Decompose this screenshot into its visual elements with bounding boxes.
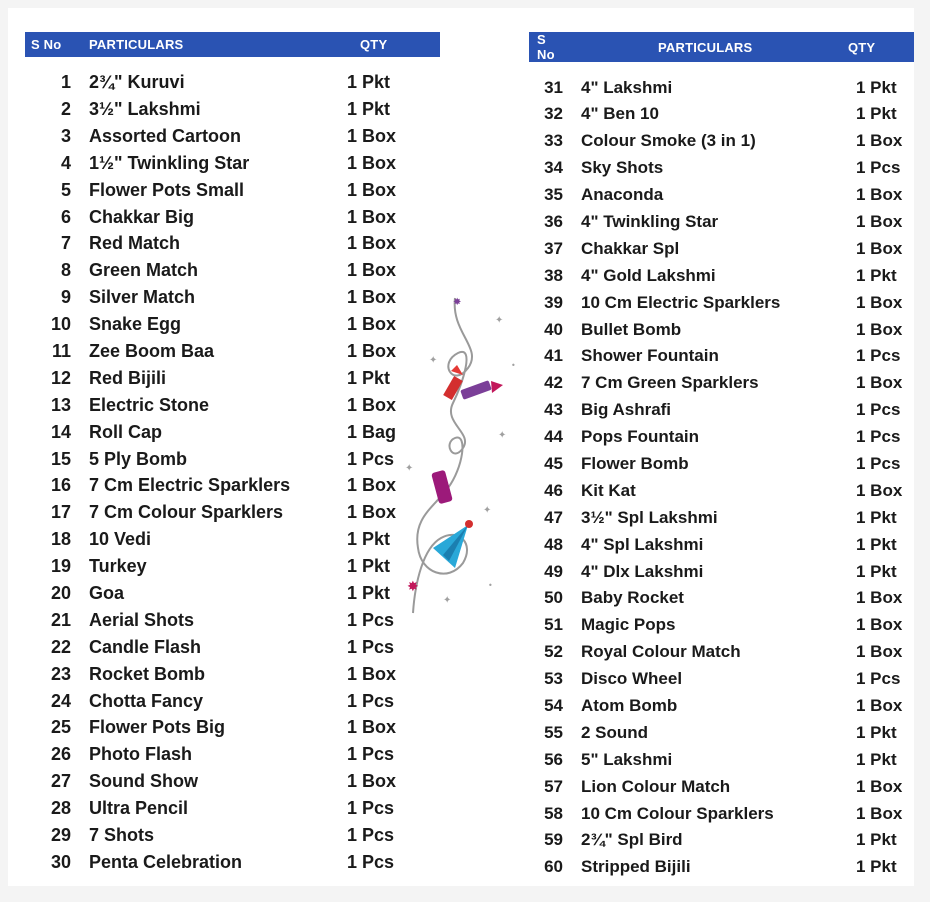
item-qty: 1 Pcs [347,851,395,872]
item-qty: 1 Pkt [855,534,897,554]
price-list-page [8,8,914,886]
item-sno: 58 [544,803,563,823]
table-row [529,612,914,639]
item-qty: 1 Pcs [347,798,395,819]
item-sno: 25 [50,717,71,738]
table-row [25,499,440,526]
item-name: Stripped Bijili [580,857,691,877]
table-row [25,338,440,365]
table-row [529,424,914,451]
table-row [529,746,914,773]
item-qty: 1 Box [855,238,903,258]
item-sno: 23 [50,663,71,684]
item-name: Snake Egg [89,314,182,335]
header-sno: S No [529,32,563,62]
table-row [25,688,440,715]
table-row [25,96,440,123]
item-name: Sky Shots [580,158,664,178]
item-sno: 59 [544,830,563,850]
item-name: 4" Spl Lakshmi [580,534,704,554]
item-qty: 1 Box [347,340,397,361]
item-qty: 1 Box [855,803,903,823]
item-qty: 1 Box [855,319,903,339]
item-name: Goa [89,582,125,603]
item-sno: 11 [51,340,71,361]
item-qty: 1 Box [855,373,903,393]
item-name: 4" Gold Lakshmi [580,265,716,285]
item-name: Chakkar Spl [580,238,680,258]
item-qty: 1 Pkt [855,722,897,742]
item-sno: 50 [544,588,563,608]
item-sno: 45 [544,454,563,474]
table-row [25,741,440,768]
svg-text:✦: ✦ [405,463,414,474]
item-qty: 1 Pkt [855,749,897,769]
item-qty: 1 Box [347,152,397,173]
item-sno: 9 [60,287,71,308]
item-sno: 48 [544,534,563,554]
item-qty: 1 Box [347,125,397,146]
item-name: Royal Colour Match [580,642,741,662]
item-sno: 44 [544,427,563,447]
item-qty: 1 Pkt [855,561,897,581]
svg-text:✦: ✦ [429,355,438,366]
table-row [25,768,440,795]
item-qty: 1 Box [347,314,397,335]
item-qty: 1 Pkt [855,507,897,527]
item-qty: 1 Pkt [347,529,391,550]
item-sno: 42 [544,373,563,393]
item-sno: 5 [60,179,71,200]
header-particulars: PARTICULARS [71,32,335,57]
item-name: Zee Boom Baa [89,340,215,361]
table-row [25,580,440,607]
item-qty: 1 Box [855,615,903,635]
table-row [25,553,440,580]
item-qty: 1 Box [855,588,903,608]
items-table-right [529,32,914,881]
table-row [25,284,440,311]
item-name: Atom Bomb [580,696,678,716]
item-qty: 1 Box [347,771,397,792]
table-header-row [529,32,914,62]
item-qty: 1 Pcs [855,346,901,366]
table-row [25,177,440,204]
item-sno: 22 [50,636,71,657]
svg-text:•: • [488,581,493,590]
item-qty: 1 Pkt [855,830,897,850]
item-qty: 1 Box [347,206,397,227]
item-sno: 27 [50,771,71,792]
item-sno: 15 [50,448,71,469]
item-name: Flower Pots Big [89,717,226,738]
table-header-row [25,32,440,57]
svg-text:✦: ✦ [443,595,452,606]
table-row [25,446,440,473]
item-name: 3½" Spl Lakshmi [580,507,718,527]
table-row [25,57,440,96]
item-qty: 1 Pcs [347,744,395,765]
item-qty: 1 Box [347,179,397,200]
item-sno: 47 [544,507,563,527]
item-name: Flower Pots Small [89,179,245,200]
item-name: 2¾" Kuruvi [89,72,185,92]
table-row [25,123,440,150]
item-name: 10 Cm Electric Sparklers [580,292,781,312]
table-row [25,311,440,338]
item-qty: 1 Box [855,642,903,662]
item-qty: 1 Box [855,696,903,716]
item-sno: 31 [544,77,563,97]
item-qty: 1 Pcs [347,636,395,657]
header-qty: QTY [335,32,440,57]
table-row [529,370,914,397]
item-name: 7 Cm Colour Sparklers [89,502,284,523]
rocket-icon [443,365,503,400]
items-list-right [529,62,914,881]
item-name: 7 Shots [89,824,155,845]
item-qty: 1 Pcs [347,609,395,630]
table-row [529,558,914,585]
item-name: 1½" Twinkling Star [89,152,250,173]
item-name: 4" Ben 10 [580,104,659,124]
item-qty: 1 Pcs [347,690,395,711]
item-qty: 1 Box [855,131,903,151]
item-sno: 1 [60,72,71,92]
item-name: 3½" Lakshmi [89,98,201,119]
item-name: Assorted Cartoon [89,125,242,146]
svg-text:✦: ✦ [498,430,507,441]
table-row [25,204,440,231]
item-qty: 1 Bag [347,421,397,442]
item-sno: 60 [544,857,563,877]
table-row [529,585,914,612]
item-sno: 46 [544,480,563,500]
table-row [529,504,914,531]
table-row [25,365,440,392]
item-qty: 1 Pcs [855,400,901,420]
item-qty: 1 Box [855,776,903,796]
table-row [25,257,440,284]
item-qty: 1 Box [347,475,397,496]
item-qty: 1 Pkt [347,98,391,119]
items-table-left [25,32,440,876]
item-sno: 54 [544,696,563,716]
table-row [529,397,914,424]
item-qty: 1 Pkt [855,265,897,285]
item-sno: 41 [544,346,563,366]
table-row [25,392,440,419]
item-sno: 4 [60,152,71,173]
item-qty: 1 Box [855,480,903,500]
item-name: Kit Kat [580,480,636,500]
item-sno: 13 [50,394,71,415]
table-row [25,150,440,177]
item-qty: 1 Pcs [855,427,901,447]
fireworks-decoration [393,293,528,623]
table-row [529,209,914,236]
item-sno: 19 [50,556,71,577]
table-row [529,800,914,827]
table-row [529,854,914,881]
item-qty: 1 Pcs [855,158,901,178]
table-row [529,531,914,558]
item-sno: 26 [50,744,71,765]
item-sno: 17 [50,502,71,523]
item-name: Rocket Bomb [89,663,206,684]
items-list-left [25,57,440,876]
item-qty: 1 Pkt [347,582,391,603]
item-qty: 1 Pkt [855,77,897,97]
item-qty: 1 Pkt [347,556,391,577]
item-name: Bullet Bomb [580,319,682,339]
svg-text:✸: ✸ [407,579,419,595]
item-name: Photo Flash [89,744,192,765]
header-sno: S No [25,32,71,57]
table-row [529,262,914,289]
item-qty: 1 Box [347,260,397,281]
header-particulars: PARTICULARS [563,32,816,62]
item-name: 2 Sound [580,722,649,742]
item-sno: 30 [50,851,71,872]
item-sno: 49 [544,561,563,581]
item-name: 5 Ply Bomb [89,448,188,469]
item-sno: 53 [544,669,563,689]
table-row [25,822,440,849]
item-name: Shower Fountain [580,346,719,366]
item-name: 4" Dlx Lakshmi [580,561,704,581]
table-row [529,343,914,370]
item-qty: 1 Box [855,292,903,312]
item-qty: 1 Pcs [855,669,901,689]
item-qty: 1 Pcs [347,824,395,845]
table-row [529,235,914,262]
item-name: Roll Cap [89,421,163,442]
item-name: Sound Show [89,771,198,792]
svg-text:✦: ✦ [483,505,492,516]
table-row [529,693,914,720]
item-sno: 57 [544,776,563,796]
item-sno: 33 [544,131,563,151]
item-name: Lion Colour Match [580,776,731,796]
item-name: 4" Twinkling Star [580,212,719,231]
table-row [25,634,440,661]
item-sno: 37 [544,238,563,258]
item-qty: 1 Pkt [347,72,391,92]
svg-text:•: • [511,361,516,370]
item-sno: 8 [60,260,71,281]
item-name: Candle Flash [89,636,202,657]
table-row [529,62,914,101]
item-sno: 10 [50,314,71,335]
item-sno: 35 [544,185,563,205]
item-sno: 28 [50,798,71,819]
table-row [529,477,914,504]
header-qty: QTY [816,32,914,62]
table-row [25,714,440,741]
item-name: 7 Cm Electric Sparklers [89,475,291,496]
item-name: Ultra Pencil [89,798,189,819]
item-name: Pops Fountain [580,427,700,447]
table-row [25,230,440,257]
item-name: Red Match [89,233,181,254]
item-name: Silver Match [89,287,196,308]
item-name: Magic Pops [580,615,676,635]
item-sno: 20 [50,582,71,603]
table-row [25,607,440,634]
item-name: Turkey [89,556,147,577]
item-sno: 40 [544,319,563,339]
item-sno: 18 [50,529,71,550]
item-name: Red Bijili [89,367,167,388]
swirl-line [413,298,472,613]
item-sno: 36 [544,212,563,231]
item-name: Chotta Fancy [89,690,204,711]
item-name: 7 Cm Green Sparklers [580,373,759,393]
item-name: Electric Stone [89,394,210,415]
item-qty: 1 Box [347,502,397,523]
item-qty: 1 Pkt [855,104,897,124]
table-row [529,316,914,343]
item-qty: 1 Box [347,663,397,684]
item-sno: 12 [50,367,71,388]
item-sno: 39 [544,292,563,312]
svg-text:✦: ✦ [495,315,504,326]
item-name: Disco Wheel [580,669,683,689]
item-name: Chakkar Big [89,206,195,227]
item-qty: 1 Box [347,287,397,308]
item-sno: 7 [60,233,71,254]
table-row [529,451,914,478]
item-qty: 1 Box [347,394,397,415]
item-sno: 29 [50,824,71,845]
item-sno: 6 [60,206,71,227]
item-qty: 1 Pcs [855,454,901,474]
item-sno: 14 [50,421,71,442]
item-name: Aerial Shots [89,609,195,630]
item-sno: 16 [50,475,71,496]
table-row [25,661,440,688]
svg-text:✸: ✸ [453,297,462,308]
table-row [529,639,914,666]
item-sno: 52 [544,642,563,662]
table-row [529,101,914,128]
item-sno: 51 [544,615,563,635]
table-row [25,849,440,876]
item-qty: 1 Box [347,233,397,254]
item-name: 10 Cm Colour Sparklers [580,803,774,823]
table-row [529,719,914,746]
item-name: 4" Lakshmi [580,77,673,97]
table-row [529,128,914,155]
item-sno: 2 [60,98,71,119]
table-row [529,773,914,800]
table-row [25,795,440,822]
item-sno: 34 [544,158,563,178]
item-name: 10 Vedi [89,529,152,550]
item-qty: 1 Box [855,185,903,205]
item-sno: 24 [50,690,71,711]
item-name: Green Match [89,260,199,281]
table-row [529,666,914,693]
item-sno: 21 [50,609,71,630]
table-row [529,827,914,854]
item-sno: 3 [60,125,71,146]
table-row [529,289,914,316]
item-sno: 38 [544,265,563,285]
item-sno: 43 [544,400,563,420]
item-name: Anaconda [580,185,664,205]
table-row [25,419,440,446]
table-row [529,155,914,182]
table-row [25,526,440,553]
item-qty: 1 Pkt [347,367,391,388]
item-qty: 1 Pcs [347,448,395,469]
item-sno: 32 [544,104,563,124]
item-name: Flower Bomb [580,454,689,474]
item-name: Big Ashrafi [580,400,672,420]
table-row [25,472,440,499]
table-row [529,182,914,209]
item-qty: 1 Box [347,717,397,738]
item-name: Colour Smoke (3 in 1) [580,131,756,151]
item-name: Baby Rocket [580,588,684,608]
item-qty: 1 Pkt [855,857,897,877]
item-sno: 56 [544,749,563,769]
item-name: 2¾" Spl Bird [580,830,683,850]
item-qty: 1 Box [855,212,903,231]
item-sno: 55 [544,722,563,742]
item-name: Penta Celebration [89,851,243,872]
item-name: 5" Lakshmi [580,749,673,769]
